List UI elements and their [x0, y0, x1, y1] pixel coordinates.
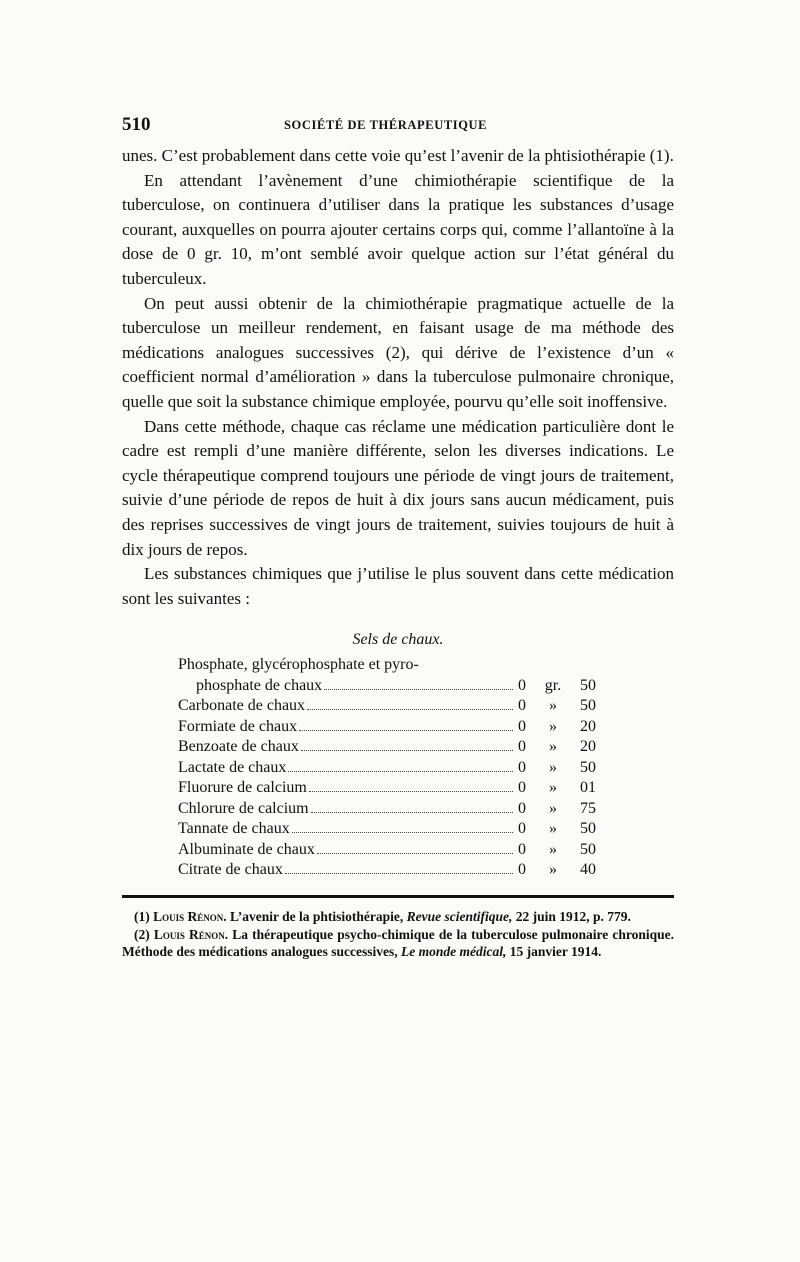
table-row [178, 799, 596, 820]
footnote [122, 926, 674, 962]
footnote-author: Louis Rénon. [153, 908, 227, 924]
leader-dots [324, 689, 513, 690]
table-item-first-line: Phosphate, glycérophosphate et pyro- [178, 656, 419, 674]
leader-dots [311, 812, 513, 813]
substance-name: Benzoate de chaux [178, 738, 299, 756]
footnote-rule [122, 895, 674, 898]
substance-name: Lactate de chaux [178, 758, 287, 776]
dose: 0 » 75 [518, 799, 596, 817]
dose: 0 » 20 [518, 738, 596, 756]
footnote [122, 908, 674, 926]
table-row [178, 819, 596, 840]
leader-dots [307, 709, 513, 710]
substance-name: Carbonate de chaux [178, 697, 306, 715]
table-row [178, 696, 596, 717]
table-row [178, 860, 596, 881]
table-row [178, 717, 596, 738]
substance-name: Fluorure de calcium [178, 779, 307, 797]
dose: 0 » 01 [518, 779, 596, 797]
table-row [178, 778, 596, 799]
running-title: SOCIÉTÉ DE THÉRAPEUTIQUE [284, 118, 488, 132]
leader-dots [317, 853, 513, 854]
substance-name: Albuminate de chaux [178, 840, 315, 858]
footnote-mark: (1) [134, 908, 150, 924]
table-row [178, 758, 596, 779]
table-row [178, 840, 596, 861]
dose: 0 » 50 [518, 758, 596, 776]
paragraph: En attendant l’avènement d’une chimiothérapie scientifique de la tuberculose, on continuera d’utiliser dans la pratique les substances d’usage courant, auxquelles on pourra ajouter certains corps qui, comme l’allantoïne à la dose de 0 gr. 10, m’ont semblé avoir quelque action sur l’état général du tuberculeux. [122, 170, 674, 288]
dose: 0 » 50 [518, 697, 596, 715]
footnote-title: La thérapeutique psycho-chimique de la tuberculose pulmonaire chronique. Méthode des médications analogues successives, [122, 926, 675, 960]
table-title: Sels de chaux. [352, 631, 444, 649]
footnotes [122, 908, 674, 961]
footnote-date: 15 janvier 1914. [509, 944, 602, 960]
footnote-mark: (2) [134, 926, 150, 942]
paragraph: Dans cette méthode, chaque cas réclame une médication particulière dont le cadre est rempli d’une manière différente, selon les diverses indications. Le cycle thérapeutique comprend toujours une période de vingt jours de traitement, suivie d’une période de repos de huit à dix jours sans aucun médicament, puis des reprises successives de vingt jours de traitement, suivies toujours de huit à dix jours de repos. [122, 416, 674, 559]
dose: 0 gr. 50 [518, 676, 596, 694]
substance-name: Chlorure de calcium [178, 799, 309, 817]
book-page [122, 112, 674, 961]
leader-dots [309, 791, 513, 792]
page-number: 510 [122, 114, 151, 135]
table-row [178, 676, 596, 697]
leader-dots [285, 873, 513, 874]
paragraph: Les substances chimiques que j’utilise le plus souvent dans cette médication sont les suivantes : [122, 564, 674, 608]
paragraph: On peut aussi obtenir de la chimiothérapie pragmatique actuelle de la tuberculose un meilleur rendement, en faisant usage de ma méthode des médications analogues successives (2), qui dérive de l’existence d’un « coefficient normal d’amélioration » dans la tuberculose pulmonaire chronique, quelle que soit la substance chimique employée, pourvu qu’elle soit inoffensive. [122, 293, 674, 411]
leader-dots [288, 771, 513, 772]
body-text [122, 144, 674, 611]
running-head [122, 112, 674, 136]
footnote-author: Louis Rénon. [153, 926, 229, 942]
substance-name: phosphate de chaux [196, 676, 323, 694]
dose: 0 » 50 [518, 840, 596, 858]
substance-name: Tannate de chaux [178, 820, 290, 838]
leader-dots [301, 750, 513, 751]
footnote-source: Le monde médical, [401, 944, 507, 960]
leader-dots [299, 730, 513, 731]
footnote-source: Revue scientifique, [406, 908, 513, 924]
dose: 0 » 50 [518, 820, 596, 838]
paragraph: unes. C’est probablement dans cette voie qu’est l’avenir de la phtisiothérapie (1). [122, 146, 674, 165]
table-row [178, 737, 596, 758]
footnote-title: L’avenir de la phtisiothérapie, [230, 908, 404, 924]
substance-name: Formiate de chaux [178, 717, 298, 735]
substance-name: Citrate de chaux [178, 861, 283, 879]
dose-table [178, 676, 596, 881]
leader-dots [292, 832, 513, 833]
footnote-date: 22 juin 1912, p. 779. [515, 908, 631, 924]
dose: 0 » 20 [518, 717, 596, 735]
dose: 0 » 40 [518, 861, 596, 879]
